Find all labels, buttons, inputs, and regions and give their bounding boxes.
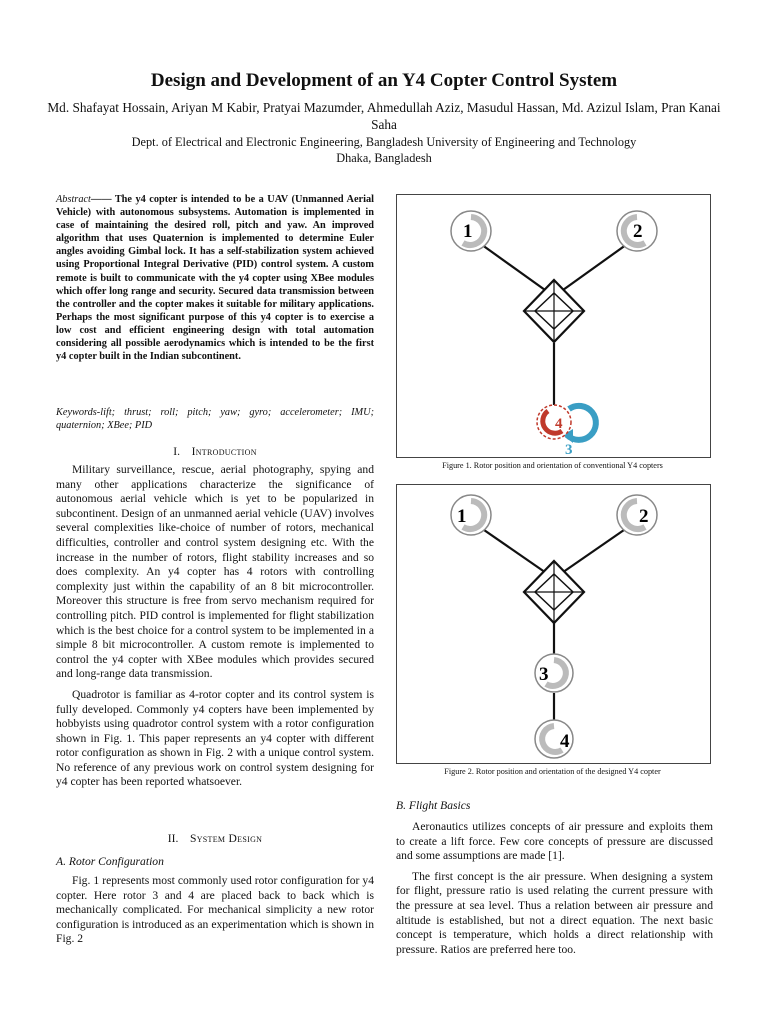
rotor-label: 4 xyxy=(560,731,570,752)
section-heading-introduction xyxy=(56,445,374,458)
rotor-2 xyxy=(617,495,657,535)
rotor-label: 2 xyxy=(639,506,649,527)
flight-basics-body xyxy=(396,820,713,963)
paper-title: Design and Development of an Y4 Copter Control System xyxy=(150,70,618,91)
rotor-2 xyxy=(617,211,657,251)
rotor-3-4-stack xyxy=(537,405,596,457)
figure-1-caption: Figure 1. Rotor position and orientation of conventional Y4 copters xyxy=(442,461,663,470)
rotor-3 xyxy=(535,654,573,692)
paragraph: Aeronautics utilizes concepts of air pressure and exploits them to create a lift force. Few core concepts of pressure are discussed and some assumptions are made [1]. xyxy=(396,820,713,863)
author-list: Md. Shafayat Hossain, Ariyan M Kabir, Pratyai Mazumder, Ahmedullah Aziz, Masudul Hassan, Md. Azizul Islam, Pran Kanai Saha xyxy=(47,100,721,132)
section-heading-system-design xyxy=(56,832,374,845)
figure-1-diagram xyxy=(397,195,710,457)
abstract-label: Abstract xyxy=(56,194,91,205)
rotor-4 xyxy=(535,720,573,758)
introduction-body xyxy=(56,463,374,796)
section-number: I. xyxy=(173,445,180,458)
affiliation xyxy=(40,134,728,166)
rotor-configuration-body xyxy=(56,874,374,953)
section-number: II. xyxy=(167,832,179,845)
abstract xyxy=(56,193,374,363)
subsection-heading-flight-basics: B. Flight Basics xyxy=(396,799,471,812)
frame-body xyxy=(524,561,584,623)
subsection-heading-rotor-configuration: A. Rotor Configuration xyxy=(56,855,164,868)
figure-2-caption: Figure 2. Rotor position and orientation of the designed Y4 copter xyxy=(444,767,661,776)
abstract-text: The y4 copter is intended to be a UAV (Unmanned Aerial Vehicle) with autonomous subsystems. Automation is implemented in case of maintaining the desired roll, pitch and yaw. An improved algorithm that uses Quaternion is implemented to determine Euler angles avoiding Gimbal lock. It has a self-stabilization system achieved using Proportional Integral Derivative (PID) control system. A custom remote is built to communicate with the y4 copter using XBee modules which offer long range and security. Secured data transmission between the controller and the copter makes it suitable for military applications. Perhaps the most significant purpose of this y4 copter is to exercise a low cost and efficient engineering design with total automation considering all possible aerodynamics which is intended to be the first y4 copter built in the Indian subcontinent. xyxy=(56,194,374,363)
section-title: System Design xyxy=(189,832,263,845)
paragraph: Fig. 1 represents most commonly used rotor configuration for y4 copter. Here rotor 3 and 4 are placed back to back which is mechanically complicated. For mechanical simplicity a new rotor configuration is introduced as an experimentation which is shown in Fig. 2 xyxy=(56,874,374,946)
abstract-dash: —— xyxy=(90,194,112,205)
rotor-label: 2 xyxy=(633,221,643,242)
paragraph: The first concept is the air pressure. When designing a system for flight, pressure ratio is used relating the current pressure with the pressure at sea level. Thus a relation between air pressure and altitude is established, but not a direct equation. The next basic concept is temperature, which holds a direct relationship with pressure. Ratios are preferred here too. xyxy=(396,869,713,956)
rotor-1 xyxy=(451,211,491,251)
section-title: Introduction xyxy=(191,445,257,458)
rotor-label: 1 xyxy=(457,506,467,527)
affiliation-dept: Dept. of Electrical and Electronic Engineering, Bangladesh University of Engineering and Technology xyxy=(131,135,637,149)
rotor-label: 3 xyxy=(539,664,549,685)
figure-2 xyxy=(396,484,711,764)
paragraph: Quadrotor is familiar as 4-rotor copter and its control system is fully developed. Commonly y4 copters have been implemented by hobbyists using quadrotor control system with a rotor configuration shown in Fig. 1. This paper represents an y4 copter with different rotor configuration as shown in Fig. 2 with a unique control system. No reference of any previous work on control system designing for y4 copter has been reported whatsoever. xyxy=(56,687,374,789)
keywords: Keywords-lift; thrust; roll; pitch; yaw; gyro; accelerometer; IMU; quaternion; XBee; PID xyxy=(56,407,374,432)
affiliation-city: Dhaka, Bangladesh xyxy=(336,151,432,165)
frame-body xyxy=(524,280,584,342)
rotor-1 xyxy=(451,495,491,535)
figure-1 xyxy=(396,194,711,458)
rotor-label: 4 xyxy=(555,416,563,432)
paragraph: Military surveillance, rescue, aerial photography, spying and many other applications characterize the significance of autonomous aerial vehicle which is yet to be popularized in subcontinent. Design of an unmanned aerial vehicle (UAV) involves several complexities like-choice of number of rotors, mechanical difficulties, controller and control system designing etc. With the increase in the number of rotors, flight stability increases and so does complexity. An y4 copter has 4 rotors with controlling complexity just within the capability of an 8 bit microcontroller. Moreover this structure is free from servo mechanism required for controlling pitch. PID control is implemented for flight stabilization which is the best choice for a control system to be implemented in a simple 8 bit microcontroller. A custom remote is implemented to control the y4 copter with XBee modules which provides secured and long-range data transmission. xyxy=(56,463,374,681)
figure-2-diagram xyxy=(397,485,710,763)
rotor-label: 1 xyxy=(463,221,473,242)
rotor-label: 3 xyxy=(565,442,573,457)
